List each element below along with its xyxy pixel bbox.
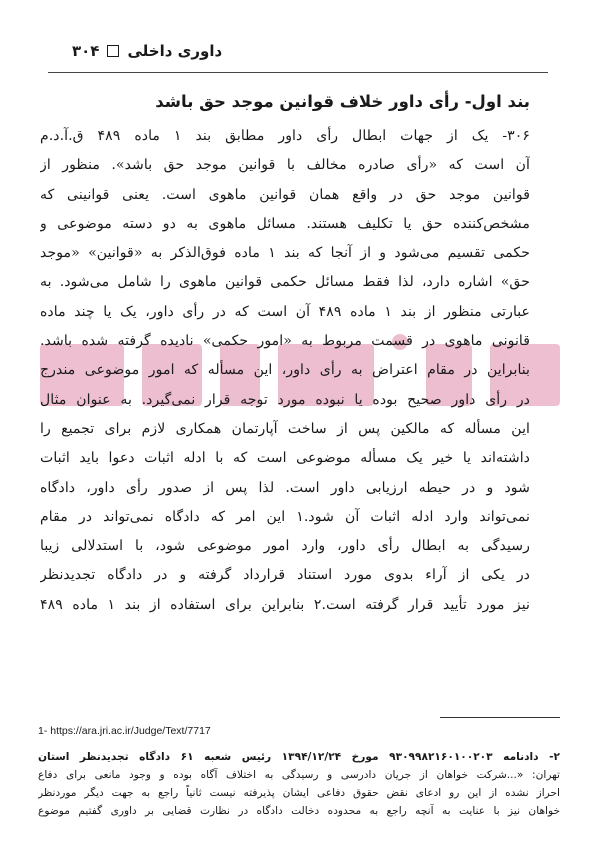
text-line: این مسأله که مالکین پس از ساخت آپارتمان همکاری لازم برای تجمیع را — [40, 420, 530, 437]
text-line: نمی‌تواند وارد ادله اثبات آن شود.۱ این امر که دادگاه نمی‌تواند در مقام — [40, 508, 530, 525]
section-heading: بند اول- رأی داور خلاف قوانین موجد حق باشد — [155, 92, 530, 111]
text-line: شود و در حیطه ارزیابی داور است. لذا پس از صدور رأی داور، دادگاه — [40, 479, 530, 496]
text-line: بنابراین در مقام اعتراض به رأی داور، این مسأله که امور موضوعی مندرج — [40, 362, 530, 379]
text-line: قانونی ماهوی در قسمت مربوط به «امور حکمی» نادیده گرفته شده باشد. — [40, 333, 530, 350]
chapter-title: داوری داخلی — [127, 42, 223, 60]
text-line: در یکی از آراء بدوی مورد استناد قرارداد گرفته و در دادگاه تجدیدنظر — [40, 567, 530, 584]
header-divider — [48, 72, 548, 73]
footnote-line: تهران: «...شرکت خواهان از جریان دادرسی و رسیدگی به اختلاف آگاه بوده و وجود مانعی برای دفاع — [38, 769, 560, 781]
text-line: ۳۰۶- یک از جهات ابطال رأی داور مطابق بند ۱ ماده ۴۸۹ ق.آ.د.م — [40, 128, 530, 144]
text-line: حق» اشاره دارد، لذا فقط مسائل حکمی قوانین ماهوی را شامل می‌شود. به — [40, 274, 530, 291]
footnotes — [38, 722, 560, 820]
footnote-line: احراز نشده از این رو ادعای نقض حقوق دفاعی ایشان پذیرفته نیست ثانیاً راجع به جهت دیگر موردنظر — [38, 787, 560, 799]
footnote-divider — [440, 717, 560, 718]
text-line: آن است که «رأی صادره مخالف با قوانین موجد حق باشد». منظور از — [40, 157, 530, 174]
square-bullet-icon — [107, 45, 119, 57]
text-line: در رأی داور صحیح بوده یا نبوده مورد توجه قرار نمی‌گیرد. به عنوان مثال — [40, 391, 530, 408]
footnote-1-link[interactable]: 1- https://ara.jri.ac.ir/Judge/Text/7717 — [38, 725, 211, 737]
footnote-2 — [38, 748, 560, 820]
text-line: رسیدگی به ابطال رأی داور، وارد امور موضوعی شود، با استدلالی زیبا — [40, 538, 530, 555]
text-line: مشخص‌کننده حق یا تکلیف هستند. مسائل ماهوی به دو دسته موضوعی و — [40, 215, 530, 232]
body-paragraph — [40, 122, 530, 620]
footnote-line: خواهان نیز با عنایت به آنچه راجع به محدوده دخالت دادگاه در نظارت قضایی بر داوری گفتیم موضوع — [38, 805, 560, 817]
footnote-line: ۲- دادنامه ۹۳۰۹۹۸۲۱۶۰۱۰۰۲۰۳ مورخ ۱۳۹۴/۱۲/۲۴ رئیس شعبه ۶۱ دادگاه تجدیدنظر استان — [38, 751, 560, 763]
running-header — [72, 38, 528, 64]
page-number: ۳۰۴ — [72, 42, 100, 60]
text-line: داشته‌اند یا خیر یک مسأله موضوعی است که با ادله اثبات دعوا باید اثبات — [40, 450, 530, 467]
text-line: نیز مورد تأیید قرار گرفته است.۲ بنابراین برای استفاده از بند ۱ ماده ۴۸۹ — [40, 596, 530, 613]
text-line: حکمی تقسیم می‌شود و از آنجا که بند ۱ ماده فوق‌الذکر به «قوانین» «موجد — [40, 245, 530, 262]
text-line: قوانین موجد حق در واقع همان قوانین ماهوی است. یعنی قوانینی که — [40, 186, 530, 203]
text-line: عبارتی منظور از بند ۱ ماده ۴۸۹ آن است که در رأی داور، یک یا چند ماده — [40, 303, 530, 320]
